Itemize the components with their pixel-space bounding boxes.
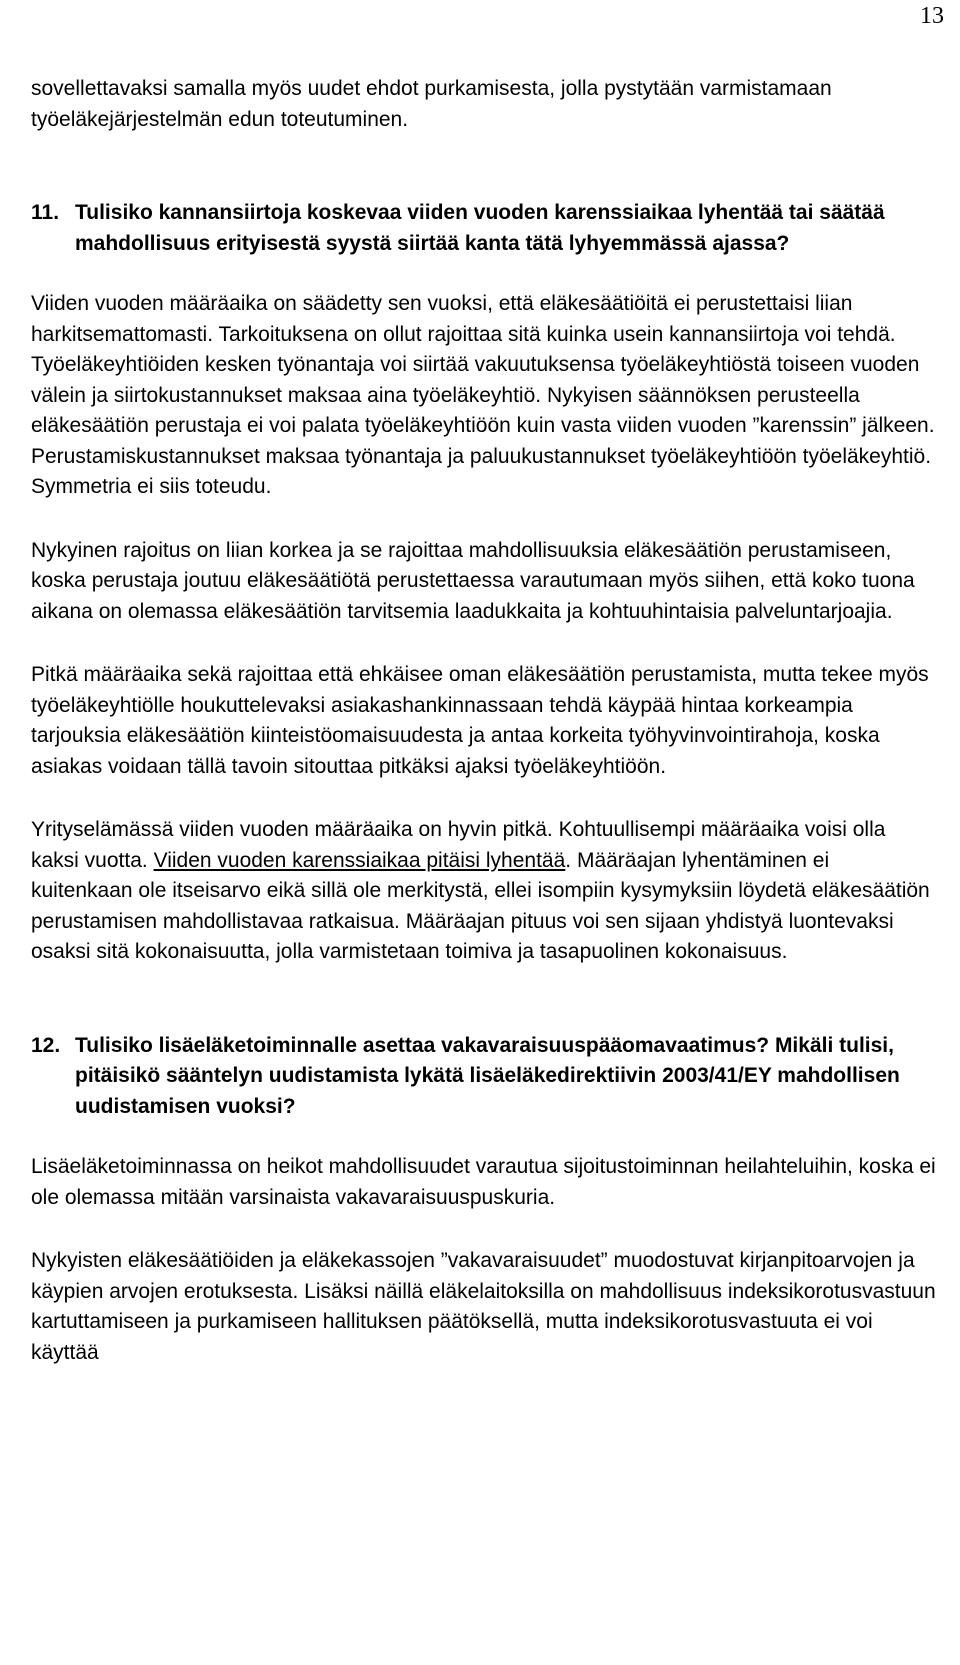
- paragraph-text: . Määräajan lyhentäminen ei kuitenkaan ole itseisarvo eikä sillä ole merkitystä, ellei isompiin kysymyksiin löydetä eläkesäätiön perustamisen mahdollistavaa ratkaisua. Määräajan pituus voi sen sijaan yhdistyä luontevaksi osaksi sitä kokonaisuutta, jolla varmistetaan toimiva ja tasapuolinen kokonaisuus.: [31, 848, 930, 963]
- paragraph-answer-2: Nykyinen rajoitus on liian korkea ja se rajoittaa mahdollisuuksia eläkesäätiön perustamiseen, koska perustaja joutuu eläkesäätiötä perustettaessa varautumaan myös siihen, että koko tuona aikana on olemassa eläkesäätiön tarvitsemia laadukkaita ja kohtuuhintaisia palveluntarjoajia.: [31, 538, 915, 623]
- question-11: [31, 198, 936, 259]
- paragraph-answer-1: Viiden vuoden määräaika on säädetty sen vuoksi, että eläkesäätiöitä ei perustettaisi liian harkitsemattomasti. Tarkoituksena on ollut rajoittaa sitä kuinka usein kannansiirtoja voi tehdä. Työeläkeyhtiöiden kesken työnantaja voi siirtää vakuutuksensa työeläkeyhtiöstä toiseen vuoden välein ja siirtokustannukset maksaa aina työeläkeyhtiö. Nykyisen säännöksen perusteella eläkesäätiön perustaja ei voi palata työeläkeyhtiöön kuin vasta viiden vuoden ”karenssin” jälkeen. Perustamiskustannukset maksaa työnantaja ja paluukustannukset työeläkeyhtiöön työeläkeyhtiö. Symmetria ei siis toteudu.: [31, 292, 935, 498]
- question-text: Tulisiko kannansiirtoja koskevaa viiden vuoden karenssiaikaa lyhentää tai säätää mahdollisuus erityisestä syystä siirtää kanta tätä lyhyemmässä ajassa?: [75, 201, 885, 255]
- paragraph-answer-3: Pitkä määräaika sekä rajoittaa että ehkäisee oman eläkesäätiön perustamista, mutta tekee myös työeläkeyhtiölle houkuttelevaksi asiakashankinnassaan tehdä käypää hintaa korkeampia tarjouksia eläkesäätiön kiinteistöomaisuudesta ja antaa korkeita työhyvinvointirahoja, koska asiakas voidaan tällä tavoin sitouttaa pitkäksi ajaksi työeläkeyhtiöön.: [31, 663, 929, 778]
- underlined-statement: Viiden vuoden karenssiaikaa pitäisi lyhentää: [153, 848, 566, 872]
- question-number: 11.: [31, 201, 60, 224]
- question-number: 12.: [31, 1033, 61, 1057]
- paragraph-intro: sovellettavaksi samalla myös uudet ehdot purkamisesta, jolla pystytään varmistamaan työeläkejärjestelmän edun toteutuminen.: [31, 77, 832, 131]
- document-body: [31, 74, 936, 1368]
- paragraph-answer-6: Nykyisten eläkesäätiöiden ja eläkekassojen ”vakavaraisuudet” muodostuvat kirjanpitoarvojen ja käypien arvojen erotuksesta. Lisäksi näillä eläkelaitoksilla on mahdollisuus indeksikorotusvastuun kartuttamiseen ja purkamiseen hallituksen päätöksellä, mutta indeksikorotusvastuuta ei voi käyttää: [31, 1249, 936, 1364]
- paragraph-answer-4: [31, 815, 936, 968]
- paragraph-answer-5: Lisäeläketoiminnassa on heikot mahdollisuudet varautua sijoitustoiminnan heilahteluihin, koska ei ole olemassa mitään varsinaista vakavaraisuuspuskuria.: [31, 1155, 936, 1209]
- question-text: Tulisiko lisäeläketoiminnalle asettaa vakavaraisuuspääomavaatimus? Mikäli tulisi, pitäisikö sääntelyn uudistamista lykätä lisäeläkedirektiivin 2003/41/EY mahdollisen uudistamisen vuoksi?: [75, 1033, 900, 1118]
- page-number: 13: [920, 3, 944, 29]
- question-12: [31, 1031, 936, 1123]
- paragraph-text: Yrityselämässä viiden vuoden määräaika on hyvin pitkä. Kohtuullisempi määräaika voisi olla kaksi vuotta.: [31, 818, 886, 872]
